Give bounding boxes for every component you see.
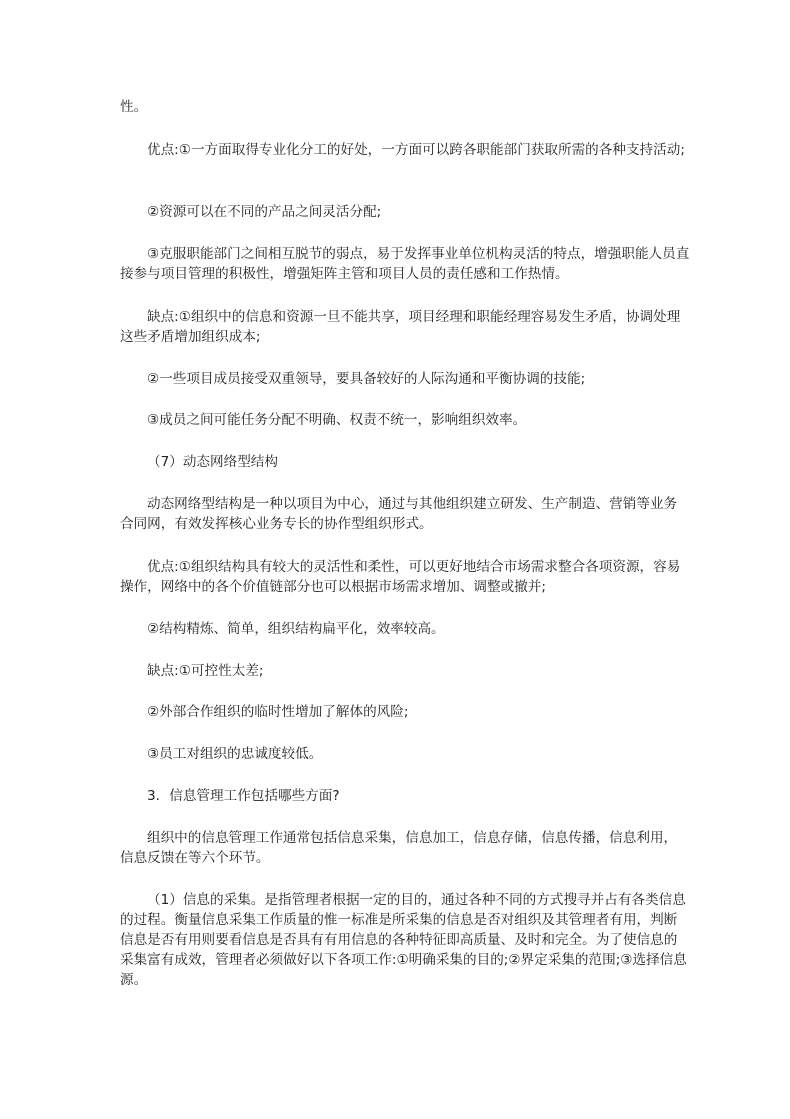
question-heading-information-management: 3．信息管理工作包括哪些方面? (147, 788, 340, 804)
paragraph-network-disadvantage-1: 缺点:①可控性太差; (147, 663, 264, 679)
section-heading-network-structure: （7）动态网络型结构 (147, 454, 278, 470)
paragraph-information-collection: （1）信息的采集。是指管理者根据一定的目的，通过各种不同的方式搜寻并占有各类信息的过程。衡量信息采集工作质量的惟一标准是所采集的信息是否对组织及其管理者有用，判断信息是否有用则要看信息是否具有有用信息的各种特征即高质量、及时和完全。为了使信息的采集富有成效，管理者必须做好以下各项工作:①明确采集的目的;②界定采集的范围;③选择信息源。 (120, 892, 687, 988)
paragraph-matrix-advantage-1: 优点:①一方面取得专业化分工的好处，一方面可以跨各职能部门获取所需的各种支持活动; (147, 142, 685, 158)
paragraph-matrix-advantage-2: ②资源可以在不同的产品之间灵活分配; (147, 204, 382, 220)
paragraph-network-advantage-2: ②结构精炼、简单，组织结构扁平化，效率较高。 (147, 621, 445, 637)
paragraph-network-definition: 动态网络型结构是一种以项目为中心，通过与其他组织建立研发、生产制造、营销等业务合同网，有效发挥核心业务专长的协作型组织形式。 (120, 496, 678, 532)
paragraph-matrix-disadvantage-3: ③成员之间可能任务分配不明确、权责不统一，影响组织效率。 (147, 412, 527, 428)
paragraph-matrix-advantage-3: ③克服职能部门之间相互脱节的弱点，易于发挥事业单位机构灵活的特点，增强职能人员直接参与项目管理的积极性，增强矩阵主管和项目人员的责任感和工作热情。 (120, 246, 690, 282)
paragraph-network-disadvantage-2: ②外部合作组织的临时性增加了解体的风险; (147, 704, 409, 720)
paragraph-network-advantage-1: 优点:①组织结构具有较大的灵活性和柔性，可以更好地结合市场需求整合各项资源，容易操作，网络中的各个价值链部分也可以根据市场需求增加、调整或撤并; (120, 559, 681, 595)
paragraph-matrix-disadvantage-2: ②一些项目成员接受双重领导，要具备较好的人际沟通和平衡协调的技能; (147, 371, 586, 387)
paragraph-matrix-disadvantage-1: 缺点:①组织中的信息和资源一旦不能共享，项目经理和职能经理容易发生矛盾，协调处理这些矛盾增加组织成本; (120, 309, 681, 345)
paragraph-network-disadvantage-3: ③员工对组织的忠诚度较低。 (147, 746, 323, 762)
paragraph-information-management-overview: 组织中的信息管理工作通常包括信息采集，信息加工，信息存储，信息传播，信息利用，信息反馈在等六个环节。 (120, 830, 678, 866)
paragraph-continuation: 性。 (120, 99, 148, 115)
